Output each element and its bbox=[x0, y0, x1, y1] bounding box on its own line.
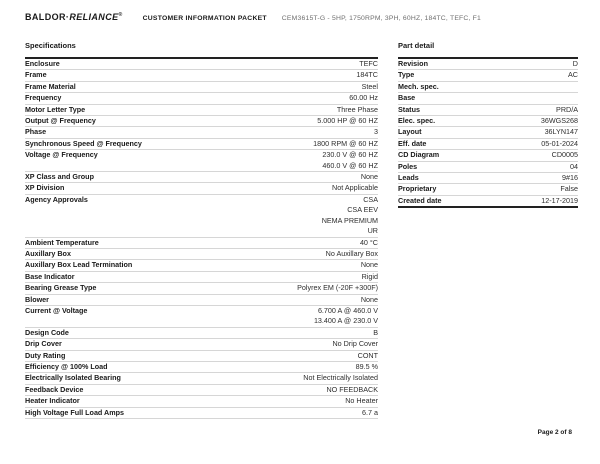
row-value-line: Not Applicable bbox=[332, 183, 378, 193]
row-value-line: 230.0 V @ 60 HZ bbox=[322, 150, 378, 160]
row-values bbox=[443, 116, 578, 126]
row-value-line: UR bbox=[367, 226, 378, 236]
row-value-line: TEFC bbox=[359, 59, 378, 68]
table-row bbox=[25, 385, 378, 396]
row-values bbox=[102, 172, 378, 182]
registered-trademark-icon: ® bbox=[118, 12, 123, 18]
row-values bbox=[447, 82, 578, 92]
row-values bbox=[430, 127, 578, 137]
row-label: Electrically Isolated Bearing bbox=[25, 373, 121, 383]
row-label: Frame Material bbox=[25, 81, 76, 91]
table-row bbox=[25, 295, 378, 306]
table-row bbox=[25, 183, 378, 194]
document-header bbox=[25, 12, 578, 22]
row-values bbox=[91, 385, 378, 395]
row-value-line: No Drip Cover bbox=[332, 339, 378, 349]
table-row bbox=[25, 328, 378, 339]
row-label: Type bbox=[398, 70, 415, 80]
row-value-line: 5.000 HP @ 60 HZ bbox=[317, 116, 378, 126]
row-label: Bearing Grease Type bbox=[25, 283, 97, 293]
row-value-line: No Auxillary Box bbox=[325, 248, 378, 258]
row-label: CD Diagram bbox=[398, 150, 440, 160]
row-label: Base bbox=[398, 93, 416, 103]
row-values bbox=[84, 82, 378, 92]
row-values bbox=[150, 139, 378, 149]
row-value-line: Rigid bbox=[361, 271, 378, 281]
row-values bbox=[104, 283, 378, 293]
row-label: Design Code bbox=[25, 327, 69, 337]
row-values bbox=[140, 260, 378, 270]
row-values bbox=[95, 306, 378, 327]
row-values bbox=[57, 295, 378, 305]
row-values bbox=[450, 196, 578, 206]
table-row bbox=[25, 351, 378, 362]
row-values bbox=[55, 70, 378, 80]
row-value-line: CD0005 bbox=[551, 150, 578, 160]
row-value-line: 05-01-2024 bbox=[541, 138, 578, 148]
row-label: Frame bbox=[25, 70, 47, 80]
row-value-line: No Heater bbox=[345, 396, 378, 406]
row-label: Duty Rating bbox=[25, 350, 66, 360]
row-values bbox=[93, 105, 378, 115]
row-label: XP Class and Group bbox=[25, 172, 94, 182]
table-row bbox=[398, 127, 578, 138]
brand-separator: · bbox=[65, 12, 70, 22]
row-values bbox=[447, 150, 578, 160]
table-row bbox=[25, 105, 378, 116]
row-label: Status bbox=[398, 104, 420, 114]
row-value-line: 6.700 A @ 460.0 V bbox=[317, 305, 378, 315]
row-value-line: CSA EEV bbox=[347, 205, 378, 215]
row-value-line: 36LYN147 bbox=[544, 127, 578, 137]
table-row bbox=[25, 139, 378, 150]
row-value-line: None bbox=[360, 172, 378, 182]
row-value-line: 40 °C bbox=[359, 237, 378, 247]
row-value-line: NO FEEDBACK bbox=[326, 384, 378, 394]
table-row bbox=[25, 283, 378, 294]
table-row bbox=[25, 362, 378, 373]
row-label: Synchronous Speed @ Frequency bbox=[25, 138, 142, 148]
row-value-line: Not Electrically Isolated bbox=[303, 373, 378, 383]
row-values bbox=[129, 373, 378, 383]
row-values bbox=[434, 139, 578, 149]
row-label: Auxillary Box bbox=[25, 248, 71, 258]
row-values bbox=[83, 272, 378, 282]
row-label: Heater Indicator bbox=[25, 396, 80, 406]
table-row bbox=[398, 116, 578, 127]
row-values bbox=[107, 238, 378, 248]
row-value-line: 13.400 A @ 230.0 V bbox=[313, 316, 378, 326]
row-value-line: 89.5 % bbox=[355, 361, 378, 371]
table-row bbox=[25, 93, 378, 104]
table-row bbox=[25, 339, 378, 350]
row-label: Revision bbox=[398, 59, 428, 68]
row-label: Poles bbox=[398, 161, 418, 171]
table-row bbox=[398, 105, 578, 116]
row-value-line: PRD/A bbox=[556, 104, 578, 114]
row-label: Drip Cover bbox=[25, 339, 62, 349]
row-value-line: D bbox=[572, 59, 578, 68]
table-row bbox=[398, 173, 578, 184]
row-values bbox=[72, 183, 378, 193]
row-values bbox=[428, 105, 578, 115]
table-row bbox=[398, 139, 578, 150]
table-row bbox=[25, 172, 378, 183]
row-label: Eff. date bbox=[398, 138, 427, 148]
row-label: Ambient Temperature bbox=[25, 237, 99, 247]
brand-reliance: RELIANCE bbox=[69, 12, 119, 22]
table-row bbox=[25, 127, 378, 138]
row-label: XP Division bbox=[25, 183, 65, 193]
product-code: CEM3615T-G - 5HP, 1750RPM, 3PH, 60HZ, 184TC, TEFC, F1 bbox=[281, 15, 482, 22]
row-label: Output @ Frequency bbox=[25, 116, 96, 126]
row-label: Enclosure bbox=[25, 59, 60, 68]
row-values bbox=[77, 328, 378, 338]
row-value-line: 184TC bbox=[356, 70, 378, 80]
row-values bbox=[444, 184, 578, 194]
table-row bbox=[398, 70, 578, 81]
brand-logo bbox=[25, 12, 123, 22]
row-values bbox=[423, 93, 578, 103]
table-row bbox=[25, 150, 378, 172]
row-value-line: 60.00 Hz bbox=[349, 93, 378, 103]
table-row bbox=[25, 408, 378, 419]
specifications-section bbox=[25, 41, 378, 419]
row-values bbox=[70, 339, 378, 349]
row-label: Agency Approvals bbox=[25, 194, 88, 204]
row-value-line: 3 bbox=[374, 127, 378, 137]
row-values bbox=[427, 173, 578, 183]
row-label: Frequency bbox=[25, 93, 62, 103]
page-number: Page 2 of 8 bbox=[537, 429, 572, 436]
row-values bbox=[106, 150, 378, 171]
row-label: Phase bbox=[25, 127, 47, 137]
row-label: Blower bbox=[25, 294, 49, 304]
table-row bbox=[25, 249, 378, 260]
table-row bbox=[398, 162, 578, 173]
row-values bbox=[69, 93, 378, 103]
table-row bbox=[398, 196, 578, 206]
row-value-line: Polyrex EM (-20F +300F) bbox=[297, 283, 378, 293]
row-values bbox=[116, 362, 378, 372]
table-row bbox=[25, 373, 378, 384]
part-detail-table bbox=[398, 57, 578, 208]
row-value-line: 04 bbox=[570, 161, 578, 171]
row-value-line: NEMA PREMIUM bbox=[321, 215, 378, 225]
table-row bbox=[398, 184, 578, 195]
row-label: Motor Letter Type bbox=[25, 104, 86, 114]
row-value-line bbox=[423, 93, 578, 103]
row-value-line bbox=[447, 82, 578, 92]
row-value-line: CSA bbox=[363, 194, 378, 204]
row-value-line: 6.7 a bbox=[362, 407, 378, 417]
row-value-line: False bbox=[560, 184, 578, 194]
table-row bbox=[25, 272, 378, 283]
row-values bbox=[68, 59, 378, 69]
row-value-line: Steel bbox=[361, 81, 378, 91]
row-value-line: Three Phase bbox=[336, 104, 378, 114]
row-label: Current @ Voltage bbox=[25, 305, 88, 315]
row-label: Created date bbox=[398, 195, 442, 205]
row-label: Efficiency @ 100% Load bbox=[25, 361, 108, 371]
row-value-line: AC bbox=[568, 70, 578, 80]
row-label: Auxillary Box Lead Termination bbox=[25, 260, 133, 270]
table-row bbox=[25, 396, 378, 407]
row-values bbox=[96, 195, 378, 237]
row-value-line: 1800 RPM @ 60 HZ bbox=[313, 138, 378, 148]
row-label: Layout bbox=[398, 127, 422, 137]
row-label: Base Indicator bbox=[25, 271, 75, 281]
row-values bbox=[79, 249, 378, 259]
row-values bbox=[132, 408, 378, 418]
table-row bbox=[25, 238, 378, 249]
table-row bbox=[25, 260, 378, 271]
table-row bbox=[25, 116, 378, 127]
brand-baldor: BALDOR bbox=[25, 12, 66, 22]
row-value-line: None bbox=[360, 260, 378, 270]
row-values bbox=[425, 162, 578, 172]
packet-title: CUSTOMER INFORMATION PACKET bbox=[142, 15, 267, 22]
row-value-line: None bbox=[360, 294, 378, 304]
row-label: Feedback Device bbox=[25, 384, 84, 394]
row-label: Leads bbox=[398, 173, 419, 183]
row-value-line: 460.0 V @ 60 HZ bbox=[322, 160, 378, 170]
row-values bbox=[54, 127, 378, 137]
table-row bbox=[25, 195, 378, 238]
row-label: High Voltage Full Load Amps bbox=[25, 407, 125, 417]
row-label: Voltage @ Frequency bbox=[25, 150, 98, 160]
row-values bbox=[104, 116, 378, 126]
row-label: Proprietary bbox=[398, 184, 437, 194]
row-values bbox=[73, 351, 378, 361]
table-row bbox=[25, 59, 378, 70]
table-row bbox=[398, 59, 578, 70]
row-values bbox=[88, 396, 378, 406]
row-value-line: CONT bbox=[357, 350, 378, 360]
table-row bbox=[25, 306, 378, 328]
row-value-line: 9#16 bbox=[562, 173, 578, 183]
row-values bbox=[436, 59, 578, 69]
specifications-title: Specifications bbox=[25, 41, 76, 50]
specifications-table bbox=[25, 57, 378, 419]
table-row bbox=[398, 82, 578, 93]
row-value-line: B bbox=[373, 327, 378, 337]
row-values bbox=[422, 70, 578, 80]
part-detail-section bbox=[398, 41, 578, 208]
table-row bbox=[25, 82, 378, 93]
table-row bbox=[398, 150, 578, 161]
table-row bbox=[398, 93, 578, 104]
part-detail-title: Part detail bbox=[398, 41, 435, 50]
row-value-line: 36WGS268 bbox=[540, 116, 578, 126]
row-label: Elec. spec. bbox=[398, 116, 436, 126]
row-value-line: 12-17-2019 bbox=[541, 195, 578, 205]
row-label: Mech. spec. bbox=[398, 81, 439, 91]
table-row bbox=[25, 70, 378, 81]
